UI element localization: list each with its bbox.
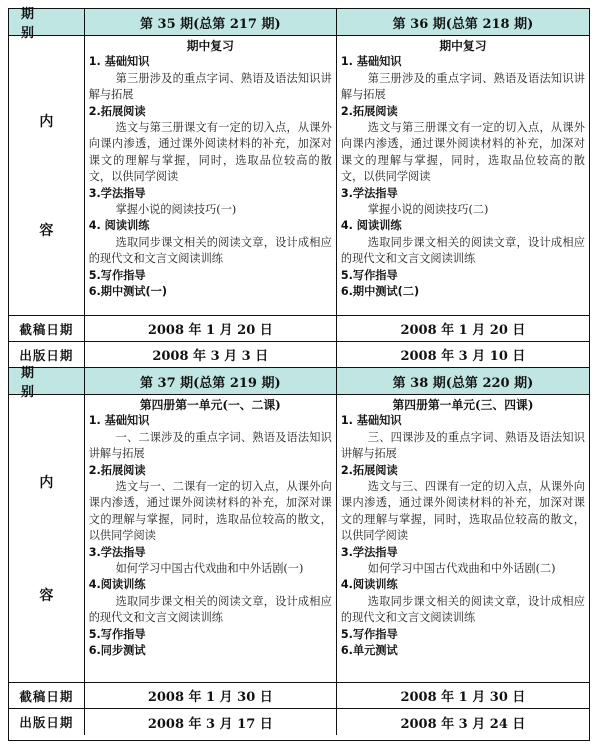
content-label: [9, 395, 85, 682]
section-title: 3.学法指导: [88, 545, 146, 559]
issue-35-title: 第 35 期(总第 217 期): [85, 9, 337, 35]
section-desc: 选取同步课文相关的阅读文章，设计成相应的现代文和文言文阅读训练: [88, 594, 332, 625]
section-title: 1. 基础知识: [340, 414, 402, 428]
section-title: 1. 基础知识: [88, 414, 150, 428]
issue-37-content: [85, 395, 337, 682]
content-label: [9, 36, 85, 315]
section-title: 4. 阅读训练: [88, 219, 150, 233]
publish-label: 出版日期: [9, 342, 85, 367]
issue-38-publish: 2008 年 3 月 24 日: [400, 716, 526, 732]
section-desc: 选取同步课文相关的阅读文章，设计成相应的现代文和文言文阅读训练: [88, 235, 332, 266]
issue-36-publish: 2008 年 3 月 10 日: [400, 349, 526, 364]
issue-36-content: [337, 36, 589, 315]
period-header-row: [9, 366, 589, 400]
section-desc: 如何学习中国古代戏曲和中外话剧(二): [367, 562, 556, 576]
section-title: 5.写作指导: [88, 268, 146, 282]
section-desc: 选文与第三册课文有一定的切入点，从课外向课内渗透，通过课外阅读材料的补充，加深对课文的理解与掌握，同时，选取品位较高的散文，以供同学阅读: [340, 121, 585, 184]
section-title: 3.学法指导: [340, 186, 398, 200]
section-title: 5.写作指导: [340, 268, 398, 282]
deadline-label: 截稿日期: [9, 683, 85, 708]
period-label: 期 别: [9, 9, 85, 35]
issue-35-deadline: 2008 年 1 月 20 日: [85, 316, 337, 341]
content-label-bottom: 容: [39, 588, 54, 605]
section-title: 4.阅读训练: [88, 578, 146, 592]
section-title: 2.拓展阅读: [340, 463, 398, 477]
section-title: 4.阅读训练: [340, 578, 398, 592]
issue-subtitle: 第四册第一单元(三、四课): [392, 398, 534, 412]
issue-subtitle: 第四册第一单元(一、二课): [139, 398, 281, 412]
section-desc: 如何学习中国古代戏曲和中外话剧(一): [115, 562, 304, 576]
content-label-top: 内: [39, 474, 54, 491]
section-desc: 选取同步课文相关的阅读文章，设计成相应的现代文和文言文阅读训练: [340, 594, 585, 625]
section-desc: 选文与三、四课有一定的切入点，从课外向课内渗透，通过课外阅读材料的补充，加深对课文的理解与掌握，同时，选取品位较高的散文，以供同学阅读: [340, 480, 585, 543]
issue-subtitle: 期中复习: [186, 39, 234, 53]
section-desc: 选文与一、二课有一定的切入点，从课外向课内渗透，通过课外阅读材料的补充，加深对课文的理解与掌握，同时，选取品位较高的散文，以供同学阅读: [88, 480, 332, 543]
section-desc: 选文与第三册课文有一定的切入点，从课外向课内渗透，通过课外阅读材料的补充，加深对课文的理解与掌握，同时，选取品位较高的散文，以供同学阅读: [88, 121, 332, 184]
issue-36-deadline: 2008 年 1 月 20 日: [400, 323, 526, 338]
publish-label: 出版日期: [9, 709, 85, 735]
section-title: 6.期中测试(一): [88, 285, 167, 299]
section-title: 6.期中测试(二): [340, 285, 420, 299]
period-header-row: [9, 7, 589, 41]
section-title: 1. 基础知识: [88, 55, 150, 69]
issue-38-deadline: 2008 年 1 月 30 日: [400, 690, 526, 705]
content-label-top: 内: [39, 113, 54, 130]
section-desc: 三、四课涉及的重点字词、熟语及语法知识讲解与拓展: [340, 430, 585, 461]
section-desc: 掌握小说的阅读技巧(二): [367, 203, 489, 217]
issue-37-deadline: 2008 年 1 月 30 日: [85, 683, 337, 708]
deadline-row: [9, 683, 589, 709]
section-title: 4. 阅读训练: [340, 219, 402, 233]
issue-38-title: 第 38 期(总第 220 期): [392, 375, 534, 391]
section-desc: 第三册涉及的重点字词、熟语及语法知识讲解与拓展: [340, 71, 585, 102]
period-label: 期 别: [9, 368, 85, 394]
content-row: [9, 395, 589, 683]
section-title: 2.拓展阅读: [88, 463, 146, 477]
issue-35-content: [85, 36, 337, 315]
section-desc: 一、二课涉及的重点字词、熟语及语法知识讲解与拓展: [88, 430, 332, 461]
section-title: 5.写作指导: [340, 627, 398, 641]
section-desc: 选取同步课文相关的阅读文章，设计成相应的现代文和文言文阅读训练: [340, 235, 585, 266]
issue-38-content: [337, 395, 589, 682]
section-title: 3.学法指导: [340, 545, 398, 559]
section-title: 2.拓展阅读: [340, 104, 398, 118]
issue-37-publish: 2008 年 3 月 17 日: [85, 709, 337, 735]
section-title: 6.同步测试: [88, 644, 146, 658]
content-row: [9, 36, 589, 316]
publish-row: [9, 342, 589, 368]
deadline-label: 截稿日期: [9, 316, 85, 341]
issue-37-title: 第 37 期(总第 219 期): [85, 368, 337, 394]
publish-row: [9, 709, 589, 735]
issue-subtitle: 期中复习: [439, 39, 487, 53]
section-title: 1. 基础知识: [340, 55, 402, 69]
issue-35-publish: 2008 年 3 月 3 日: [85, 342, 337, 367]
section-title: 2.拓展阅读: [88, 104, 146, 118]
issue-36-title: 第 36 期(总第 218 期): [392, 16, 534, 32]
section-title: 3.学法指导: [88, 186, 146, 200]
section-title: 5.写作指导: [88, 627, 146, 641]
section-desc: 掌握小说的阅读技巧(一): [115, 203, 237, 217]
section-title: 6.单元测试: [340, 644, 398, 658]
deadline-row: [9, 316, 589, 342]
section-desc: 第三册涉及的重点字词、熟语及语法知识讲解与拓展: [88, 71, 332, 102]
content-label-bottom: 容: [39, 223, 54, 240]
issue-schedule-table: [8, 8, 590, 741]
